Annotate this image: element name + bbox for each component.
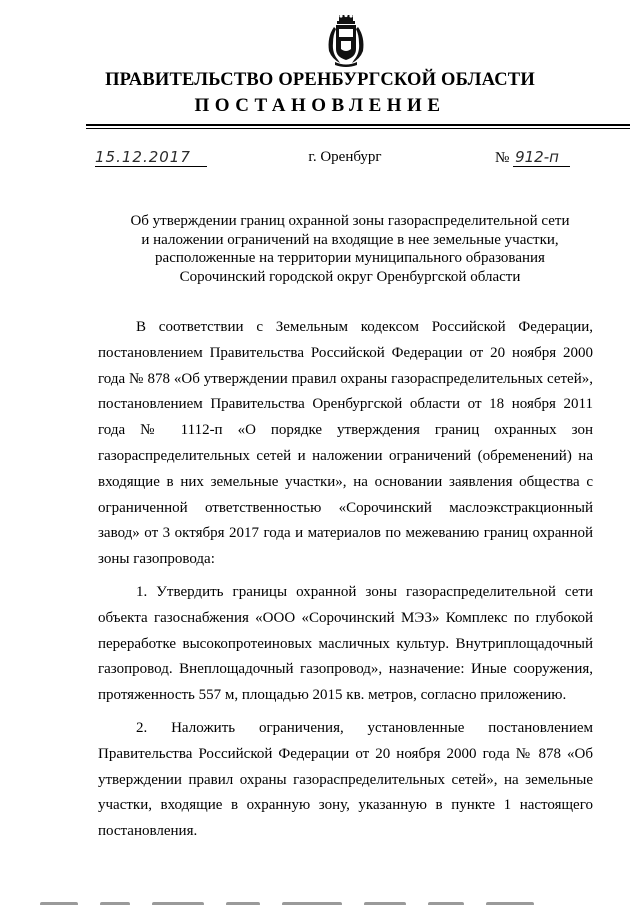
document-type-title: ПОСТАНОВЛЕНИЕ bbox=[194, 95, 446, 116]
subject-line: Сорочинский городской округ Оренбургской области bbox=[179, 268, 521, 285]
number-label: № bbox=[495, 150, 510, 166]
header-rule-thin bbox=[86, 128, 630, 129]
document-body bbox=[98, 315, 593, 845]
header-rule-thick bbox=[86, 124, 630, 126]
preamble-paragraph: В соответствии с Земельным кодексом Российской Федерации, постановлением Правительства Российской Федерации от 20 ноября 2000 года № 878 «Об утверждении правил охраны газораспределительных сетей», постановлением Правительства Оренбургской области от 18 ноября 2011 года № 1112-п «О порядке утверждения границ охранных зон газораспределительных сетей и наложении ограничений (обременений) на входящие в них земельные участки», на основании заявления общества с ограниченной ответственностью «Сорочинский маслоэкстракционный завод» от 3 октября 2017 года и материалов по межеванию границ охранной зоны газопровода: bbox=[98, 319, 593, 568]
subject-line: Об утверждении границ охранной зоны газораспределительной сети bbox=[130, 213, 570, 229]
orenburg-coat-of-arms-icon bbox=[323, 13, 369, 67]
document-city: г. Оренбург bbox=[308, 149, 382, 165]
item-2-paragraph: 2. Наложить ограничения, установленные постановлением Правительства Российской Федерации от 20 ноября 2000 года № 878 «Об утверждении правил охраны газораспределительных сетей», на земельные участки, входящие в охранную зону, указанную в пункте 1 настоящего постановления. bbox=[98, 719, 593, 840]
subject-line: и наложении ограничений на входящие в нее земельные участки, bbox=[141, 231, 559, 248]
document-date: 15.12.2017 bbox=[95, 148, 207, 167]
document-number-block bbox=[495, 148, 585, 167]
document-number: 912-п bbox=[513, 148, 570, 167]
document-subject bbox=[60, 212, 640, 286]
subject-line: расположенные на территории муниципального образования bbox=[155, 250, 545, 266]
item-1-paragraph: 1. Утвердить границы охранной зоны газораспределительной сети объекта газоснабжения «ООО «Сорочинский МЭЗ» Комплекс по глубокой переработке высокопротеиновых масличных культур. Внутриплощадочный газопровод. Внеплощадочный газопровод», назначение: Иные сооружения, протяженность 557 м, площадью 2015 кв. метров, согласно приложению. bbox=[98, 583, 593, 704]
cut-off-next-line bbox=[40, 893, 600, 905]
government-name: ПРАВИТЕЛЬСТВО ОРЕНБУРГСКОЙ ОБЛАСТИ bbox=[105, 70, 535, 90]
